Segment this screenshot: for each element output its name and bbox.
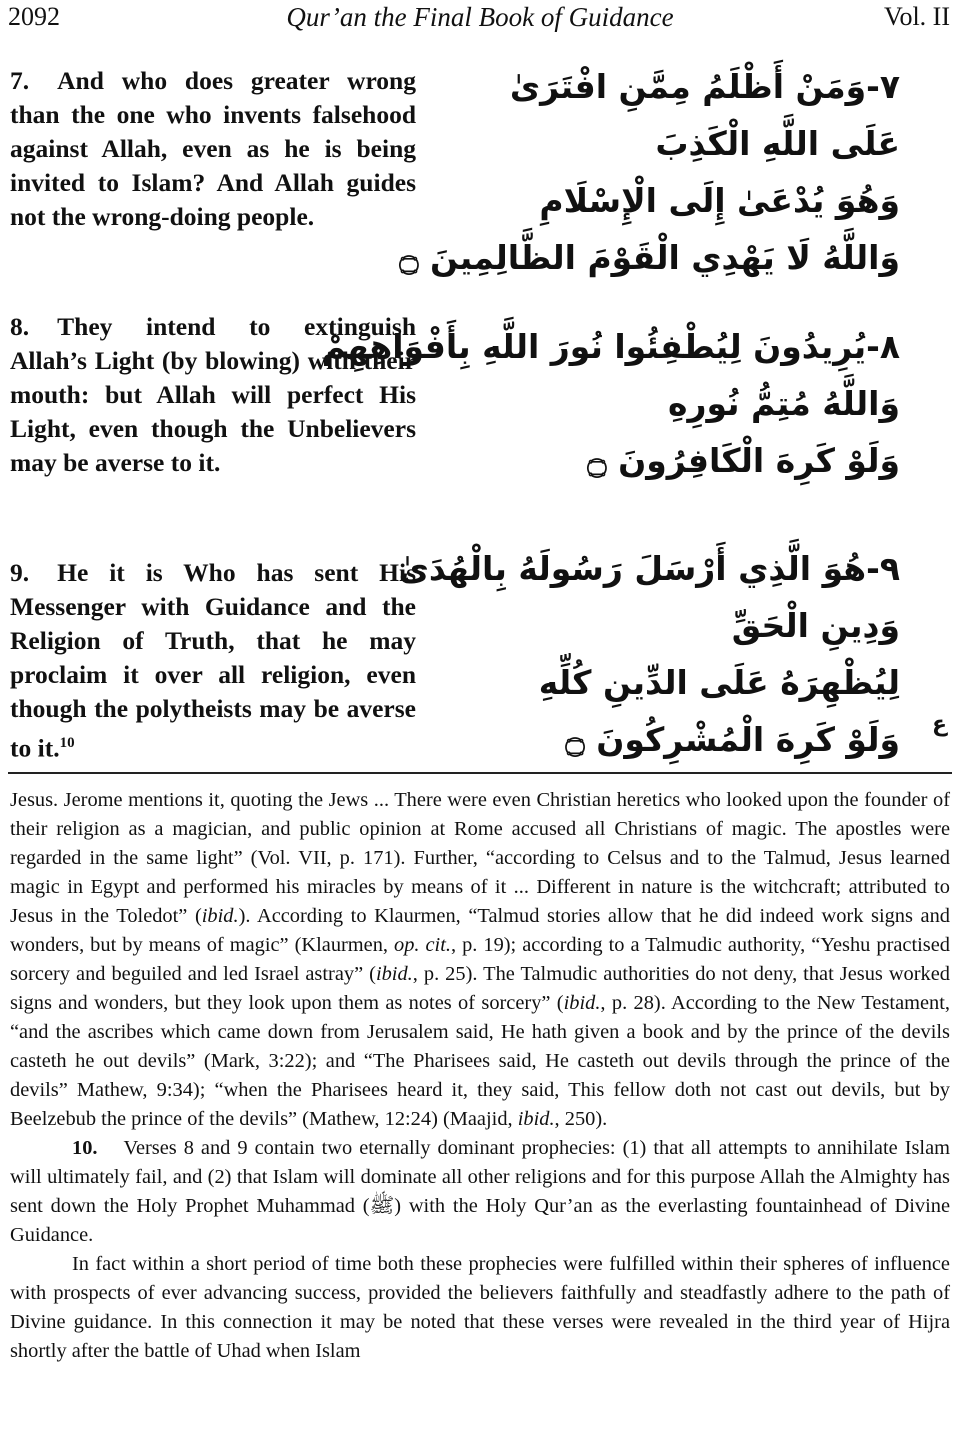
arabic-line: ٩-هُوَ الَّذِي أَرْسَلَ رَسُولَهُ بِالْهُدَىٰ — [398, 549, 900, 588]
arabic-line: وَاللَّهُ لَا يَهْدِي الْقَوْمَ الظَّالِمِينَ ۝ — [399, 238, 900, 277]
page-number: 2092 — [8, 2, 60, 31]
footnote-ref: 10 — [59, 735, 75, 751]
volume-label: Vol. II — [884, 2, 950, 31]
arabic-line: وَلَوْ كَرِهَ الْمُشْرِكُونَ ۝ — [565, 720, 900, 759]
arabic-line: وَدِينِ الْحَقِّ — [731, 606, 900, 645]
verse-text: They intend to extinguish Allah’s Light (by blowing) with their mouth: but Allah will perfect His Light, even though the Unbelievers may be averse to it. — [10, 312, 416, 477]
arabic-line: وَلَوْ كَرِهَ الْكَافِرُونَ ۝ — [587, 441, 900, 480]
arabic-line: وَاللَّهُ مُتِمُّ نُورِهِ — [667, 384, 900, 423]
commentary-paragraph: Jesus. Jerome mentions it, quoting the Jews ... There were even Christian heretics who looked upon the founder of their religion as a magician, and public opinion at Rome accused all Christians of magic. The apostles were regarded in the same light” (Vol. VII, p. 171). Further, “according to Celsus and to the Talmud, Jesus learned magic in Egypt and performed his miracles by means of it ... Different in nature is the witchcraft; attributed to Jesus in the Toledot” (ibid.). According to Klaurmen, “Talmud stories allow that he did indeed work signs and wonders, but by means of magic” (Klaurmen, op. cit., p. 19); according to a Talmudic authority, “Yeshu practised sorcery and beguiled and led Israel astray” (ibid., p. 25). The Talmudic authorities do not deny, that Jesus worked signs and wonders, but they look upon them as notes of sorcery” (ibid., p. 28). According to the New Testament, “and the ascribes which came down from Jerusalem said, He hath given a book and by the prince of the devils casteth he out devils” (Mark, 3:22); and “The Pharisees said, He casteth out devils through the prince of the devils” Mathew, 9:34); “when the Pharisees heard it, they said, This fellow doth not cast out devils, but by Beelzebub the prince of the devils” (Mathew, 12:24) (Maajid, ibid., 250). — [10, 789, 950, 1130]
ruku-mark: ع — [932, 712, 948, 737]
running-title: Qur’an the Final Book of Guidance — [286, 2, 674, 32]
verse-9-arabic — [398, 540, 900, 768]
verse-8-arabic — [321, 318, 900, 489]
arabic-line: ٨-يُرِيدُونَ لِيُطْفِئُوا نُورَ اللَّهِ بِأَفْوَاهِهِمْ — [321, 327, 900, 366]
commentary-paragraph: In fact within a short period of time both these prophecies were fulfilled within their spheres of influence with prospects of ever advancing success, provided the believers faithfully and steadfastly adhere to the path of Divine guidance. In this connection it may be noted that these verses were revealed in the third year of Hijra shortly after the battle of Uhad when Islam — [10, 1253, 950, 1362]
page-header — [0, 0, 960, 34]
commentary — [10, 786, 950, 1366]
arabic-line: لِيُظْهِرَهُ عَلَى الدِّينِ كُلِّهِ — [538, 663, 900, 702]
section-divider — [8, 772, 952, 774]
arabic-line: ٧-وَمَنْ أَظْلَمُ مِمَّنِ افْتَرَىٰ — [509, 67, 900, 106]
verse-9-translation — [10, 556, 416, 766]
verse-number: 9. — [10, 558, 30, 587]
arabic-line: عَلَى اللَّهِ الْكَذِبَ — [655, 124, 900, 163]
verse-number: 8. — [10, 312, 30, 341]
footnote-text: Verses 8 and 9 contain two eternally dominant prophecies: (1) that all attempts to annihilate Islam will ultimately fail, and (2) that Islam will dominate all other religions and for this purpose Allah the Almighty has sent down the Holy Prophet Muhammad (ﷺ) with the Holy Qur’an as the everlasting fountainhead of Divine Guidance. — [10, 1137, 950, 1246]
verse-7-arabic — [399, 58, 900, 286]
verse-7-translation — [10, 64, 416, 234]
footnote-number: 10. — [72, 1137, 98, 1159]
verse-text: And who does greater wrong than the one who invents falsehood against Allah, even as he is being invited to Islam? And Allah guides not the wrong-doing people. — [10, 66, 416, 231]
verse-number: 7. — [10, 66, 30, 95]
arabic-line: وَهُوَ يُدْعَىٰ إِلَى الْإِسْلَامِ — [539, 181, 900, 220]
verse-text: He it is Who has sent His Messenger with Guidance and the Religion of Truth, that he may proclaim it over all religion, even though the polytheists may be averse to it. — [10, 558, 416, 763]
footnote-10-paragraph — [10, 1134, 950, 1250]
